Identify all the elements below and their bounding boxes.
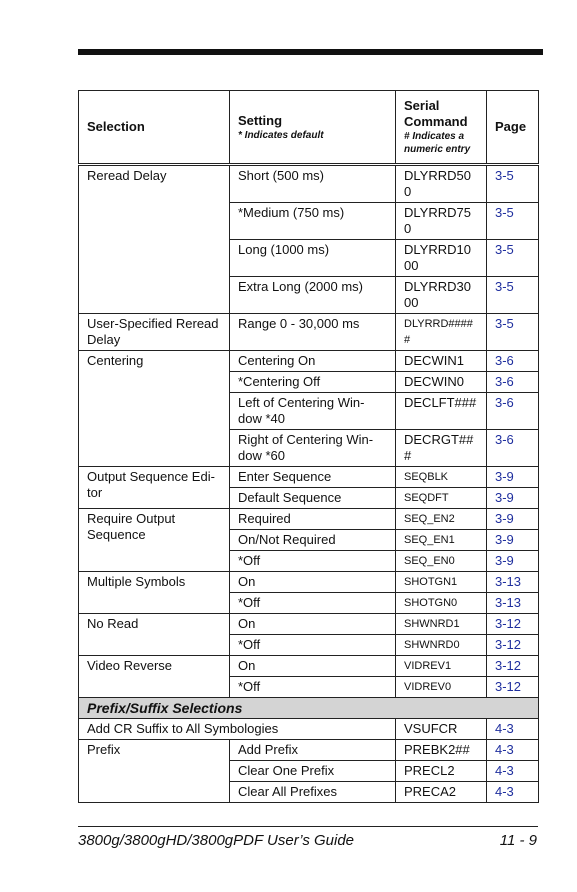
- selection-cell: Centering: [79, 351, 230, 467]
- command-cell: DECWIN1: [396, 351, 487, 372]
- command-cell: SHWNRD0: [396, 635, 487, 656]
- selection-cell: Video Reverse: [79, 656, 230, 698]
- page-link[interactable]: 3-6: [487, 372, 539, 393]
- selection-cell: No Read: [79, 614, 230, 656]
- setting-cell: *Off: [230, 593, 396, 614]
- command-cell: SHWNRD1: [396, 614, 487, 635]
- page-link[interactable]: 3-12: [487, 635, 539, 656]
- setting-cell: Default Sequence: [230, 488, 396, 509]
- selection-cell: User-Specified Reread Delay: [79, 314, 230, 351]
- setting-cell: Add Prefix: [230, 740, 396, 761]
- table-row: [79, 509, 539, 530]
- table-row: [79, 740, 539, 761]
- command-cell: DECWIN0: [396, 372, 487, 393]
- setting-cell: Short (500 ms): [230, 165, 396, 203]
- setting-cell: Clear One Prefix: [230, 761, 396, 782]
- command-cell: VSUFCR: [396, 719, 487, 740]
- footer-rule: [78, 826, 538, 827]
- page-link[interactable]: 4-3: [487, 719, 539, 740]
- setting-cell: On/Not Required: [230, 530, 396, 551]
- page-link[interactable]: 3-13: [487, 593, 539, 614]
- setting-cell: On: [230, 572, 396, 593]
- page-link[interactable]: 3-12: [487, 677, 539, 698]
- table-row: [79, 165, 539, 203]
- setting-cell: *Medium (750 ms): [230, 203, 396, 240]
- page-link[interactable]: 3-6: [487, 393, 539, 430]
- setting-cell: *Off: [230, 677, 396, 698]
- selection-cell: Output Sequence Edi- tor: [79, 467, 230, 509]
- command-cell: PRECL2: [396, 761, 487, 782]
- table-row: [79, 719, 539, 740]
- command-cell: SEQ_EN1: [396, 530, 487, 551]
- command-cell: SHOTGN0: [396, 593, 487, 614]
- command-cell: DLYRRD30 00: [396, 277, 487, 314]
- page-link[interactable]: 3-5: [487, 277, 539, 314]
- table-row: [79, 467, 539, 488]
- command-cell: DLYRRD50 0: [396, 165, 487, 203]
- page-link[interactable]: 3-6: [487, 351, 539, 372]
- setting-cell: On: [230, 656, 396, 677]
- setting-cell: Range 0 - 30,000 ms: [230, 314, 396, 351]
- table-row: [79, 572, 539, 593]
- command-cell: SEQ_EN2: [396, 509, 487, 530]
- command-cell: VIDREV1: [396, 656, 487, 677]
- table-row: [79, 614, 539, 635]
- page-link[interactable]: 3-9: [487, 488, 539, 509]
- header-selection: Selection: [79, 91, 230, 165]
- section-header-row: [79, 698, 539, 719]
- selection-cell: Add CR Suffix to All Symbologies: [79, 719, 396, 740]
- top-rule: [78, 49, 543, 55]
- page-link[interactable]: 3-9: [487, 551, 539, 572]
- page-link[interactable]: 3-9: [487, 467, 539, 488]
- setting-cell: Centering On: [230, 351, 396, 372]
- header-setting: Setting * Indicates default: [230, 91, 396, 165]
- setting-cell: Enter Sequence: [230, 467, 396, 488]
- selection-cell: Require Output Sequence: [79, 509, 230, 572]
- page-link[interactable]: 3-12: [487, 614, 539, 635]
- command-cell: DECLFT###: [396, 393, 487, 430]
- setting-cell: Required: [230, 509, 396, 530]
- setting-cell: Clear All Prefixes: [230, 782, 396, 803]
- command-cell: DLYRRD#### #: [396, 314, 487, 351]
- commands-table: [78, 90, 539, 803]
- page-link[interactable]: 4-3: [487, 740, 539, 761]
- command-cell: VIDREV0: [396, 677, 487, 698]
- setting-cell: *Off: [230, 635, 396, 656]
- selection-cell: Multiple Symbols: [79, 572, 230, 614]
- footer-page-number: 11 - 9: [499, 832, 537, 849]
- command-cell: SEQBLK: [396, 467, 487, 488]
- command-cell: SHOTGN1: [396, 572, 487, 593]
- command-cell: DLYRRD10 00: [396, 240, 487, 277]
- setting-cell: *Centering Off: [230, 372, 396, 393]
- page-link[interactable]: 3-5: [487, 314, 539, 351]
- page-link[interactable]: 3-9: [487, 509, 539, 530]
- page-link[interactable]: 3-5: [487, 165, 539, 203]
- setting-cell: *Off: [230, 551, 396, 572]
- command-cell: DECRGT## #: [396, 430, 487, 467]
- page-link[interactable]: 3-5: [487, 203, 539, 240]
- selection-cell: Prefix: [79, 740, 230, 803]
- section-title: Prefix/Suffix Selections: [79, 698, 539, 719]
- page-link[interactable]: 3-5: [487, 240, 539, 277]
- selection-cell: Reread Delay: [79, 165, 230, 314]
- table-row: [79, 351, 539, 372]
- table-row: [79, 656, 539, 677]
- header-page: Page: [487, 91, 539, 165]
- setting-cell: Left of Centering Win- dow *40: [230, 393, 396, 430]
- footer-title: 3800g/3800gHD/3800gPDF User’s Guide: [78, 832, 355, 849]
- setting-cell: On: [230, 614, 396, 635]
- page-link[interactable]: 3-6: [487, 430, 539, 467]
- page-link[interactable]: 3-13: [487, 572, 539, 593]
- setting-cell: Long (1000 ms): [230, 240, 396, 277]
- page-link[interactable]: 3-9: [487, 530, 539, 551]
- page-link[interactable]: 3-12: [487, 656, 539, 677]
- command-cell: PREBK2##: [396, 740, 487, 761]
- table-header-row: [79, 91, 539, 165]
- command-cell: SEQDFT: [396, 488, 487, 509]
- setting-cell: Extra Long (2000 ms): [230, 277, 396, 314]
- command-cell: PRECA2: [396, 782, 487, 803]
- page-link[interactable]: 4-3: [487, 761, 539, 782]
- command-cell: SEQ_EN0: [396, 551, 487, 572]
- header-serial-command: Serial Command # Indicates a numeric entry: [396, 91, 487, 165]
- command-cell: DLYRRD75 0: [396, 203, 487, 240]
- setting-cell: Right of Centering Win- dow *60: [230, 430, 396, 467]
- page-link[interactable]: 4-3: [487, 782, 539, 803]
- table-row: [79, 314, 539, 351]
